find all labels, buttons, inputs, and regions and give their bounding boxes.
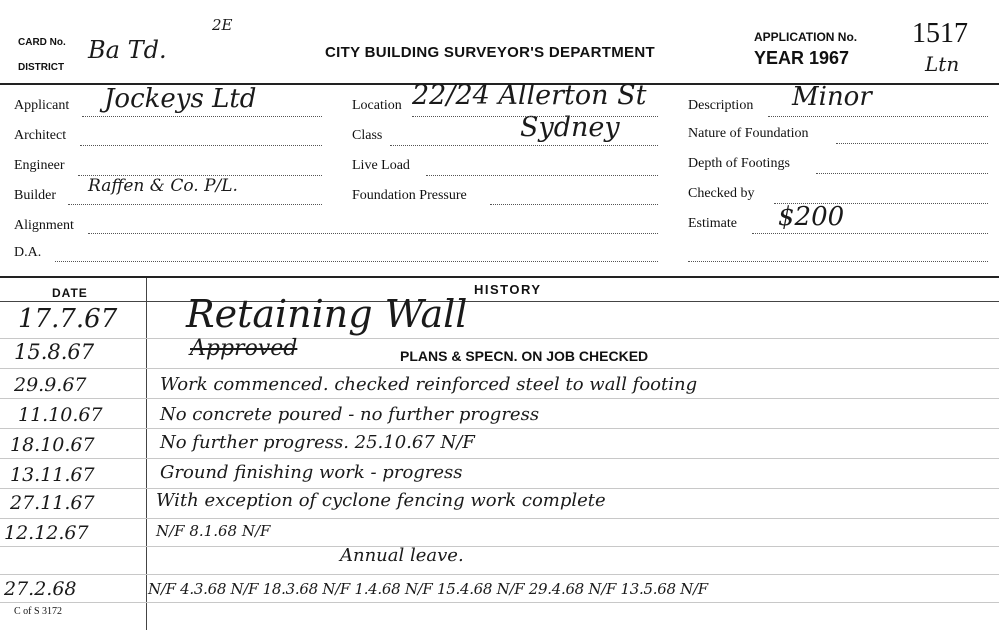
applicant-value: Jockeys Ltd (104, 84, 257, 114)
class-line (390, 145, 658, 146)
blank-line (688, 261, 988, 262)
card-no-value: Ba Td. (88, 36, 167, 64)
date-header: DATE (52, 286, 88, 300)
depth-label: Depth of Footings (688, 156, 790, 171)
history-date: 27.2.68 (4, 578, 77, 600)
foundation-pressure-label: Foundation Pressure (352, 188, 467, 203)
estimate-value: $200 (778, 202, 845, 232)
applicant-line (82, 116, 322, 117)
history-entry: Ground finishing work - progress (160, 462, 463, 483)
estimate-label: Estimate (688, 216, 737, 231)
liveload-line (426, 175, 658, 176)
builder-label: Builder (14, 188, 56, 203)
history-entry: Work commenced. checked reinforced steel to wall footing (160, 374, 698, 395)
district-label: DISTRICT (18, 62, 65, 73)
foundation-pressure-line (490, 204, 658, 205)
history-rule (0, 518, 999, 519)
location-line (412, 116, 658, 117)
history-rule (0, 428, 999, 429)
da-label: D.A. (14, 245, 42, 260)
history-entry: Retaining Wall (186, 292, 468, 336)
estimate-line (752, 233, 988, 234)
history-entry: Annual leave. (340, 545, 464, 566)
history-rule (0, 368, 999, 369)
location-value-2: Sydney (520, 112, 620, 143)
history-date: 12.12.67 (4, 522, 89, 544)
application-label: APPLICATION No. (754, 30, 858, 44)
history-rule (0, 338, 999, 339)
date-column-divider (146, 278, 147, 630)
nature-line (836, 143, 988, 144)
description-line (768, 116, 988, 117)
history-entry: No concrete poured - no further progress (160, 404, 540, 425)
liveload-label: Live Load (352, 158, 410, 173)
history-rule (0, 602, 999, 603)
history-rule (0, 488, 999, 489)
location-label: Location (352, 98, 402, 113)
history-entry: N/F 8.1.68 N/F (156, 522, 271, 540)
applicant-label: Applicant (14, 98, 70, 113)
history-date: 15.8.67 (14, 340, 95, 364)
card-no-extra: 2E (212, 16, 233, 34)
architect-label: Architect (14, 128, 67, 143)
history-date: 11.10.67 (18, 404, 103, 426)
year-note: Ltn (925, 52, 960, 76)
history-entry: No further progress. 25.10.67 N/F (160, 432, 475, 453)
card-no-label: CARD No. (18, 37, 66, 48)
description-value: Minor (792, 82, 872, 112)
history-rule (0, 398, 999, 399)
history-date: 18.10.67 (10, 434, 95, 456)
history-divider (0, 276, 999, 278)
history-rule (0, 546, 999, 547)
department-title: CITY BUILDING SURVEYOR'S DEPARTMENT (325, 44, 655, 61)
class-label: Class (352, 128, 383, 143)
inspection-stamp: PLANS & SPECN. ON JOB CHECKED (400, 348, 649, 364)
history-rule (0, 574, 999, 575)
nature-label: Nature of Foundation (688, 126, 809, 141)
builder-value: Raffen & Co. P/L. (88, 176, 238, 196)
history-date: 27.11.67 (10, 492, 95, 514)
architect-line (80, 145, 322, 146)
history-entry: With exception of cyclone fencing work complete (156, 490, 606, 511)
location-value: 22/24 Allerton St (412, 80, 647, 111)
form-number: C of S 3172 (14, 606, 63, 617)
history-date: 13.11.67 (10, 464, 95, 486)
history-header: HISTORY (474, 282, 542, 297)
history-entry: N/F 4.3.68 N/F 18.3.68 N/F 1.4.68 N/F 15.4.68 N/F 29.4.68 N/F 13.5.68 N/F (148, 580, 708, 598)
alignment-label: Alignment (14, 218, 74, 233)
depth-line (816, 173, 988, 174)
engineer-label: Engineer (14, 158, 65, 173)
history-header-line (0, 301, 999, 302)
application-number: 1517 (912, 18, 968, 49)
year-label: YEAR 1967 (754, 48, 850, 68)
history-entry: Approved (190, 336, 298, 361)
history-rule (0, 458, 999, 459)
history-date: 17.7.67 (18, 304, 118, 334)
da-line (55, 261, 658, 262)
description-label: Description (688, 98, 754, 113)
history-date: 29.9.67 (14, 374, 87, 396)
checked-label: Checked by (688, 186, 755, 201)
alignment-line (88, 233, 658, 234)
builder-line (68, 204, 322, 205)
